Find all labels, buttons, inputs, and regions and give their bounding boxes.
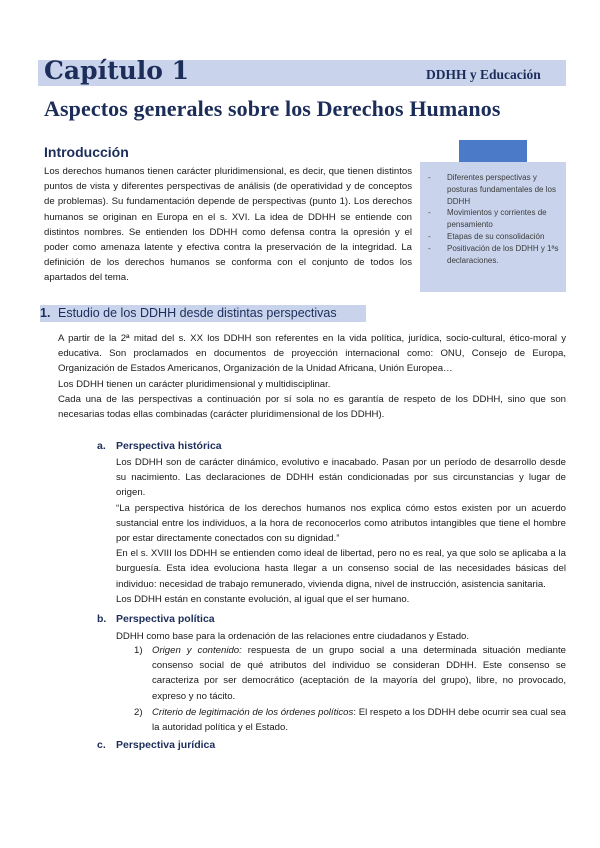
section-1-paragraph: A partir de la 2ª mitad del s. XX los DDHH son referentes en la vida política, jurídica, socio-cultural, ético-moral y educativa. Son proclamados en documentos de proyección internacional como: ONU, Consejo de Europa, Organización de Estados Americanos, Organización de la Unidad Africana, Unión Europea…	[58, 333, 566, 375]
list-item-term: Origen y contenido:	[152, 645, 242, 656]
summary-item: - Diferentes perspectivas y posturas fundamentales de los DDHH	[428, 172, 564, 207]
chapter-title: Capítulo 1	[44, 56, 190, 85]
section-1-paragraph: Los DDHH tienen un carácter pluridimensional y multidisciplinar.	[58, 378, 331, 390]
subsection-a-paragraph: Los DDHH están en constante evolución, al igual que el ser humano.	[116, 593, 410, 605]
section-1-number: 1.	[40, 306, 51, 320]
subsection-a-quote: “La perspectiva histórica de los derechos humanos nos explica cómo estos existen por un acuerdo sustancial entre los individuos, a la hora de reconocerlos como atributos intangibles que tiene el hombre por estar directamente conectados con su dignidad.”	[116, 502, 566, 545]
list-item-number: 2)	[134, 707, 143, 718]
section-1-paragraph: Cada una de las perspectivas a continuación por sí sola no es garantía de respeto de los DDHH, sino que son necesarias todas ellas combinadas (carácter pluridimensional de los DDHH).	[58, 393, 566, 421]
subsection-a-paragraph: Los DDHH son de carácter dinámico, evolutivo e inacabado. Pasan por un período de desarrollo desde su nacimiento. Las declaraciones de DDHH están condicionadas por sus circunstancias y lugar de origen.	[116, 457, 566, 499]
book-title: DDHH y Educación	[426, 67, 541, 82]
subsection-a-body	[116, 455, 566, 607]
list-item	[152, 705, 566, 735]
section-1-body	[58, 331, 566, 422]
subsection-a-title: Perspectiva histórica	[116, 440, 222, 452]
summary-item: - Movimientos y corrientes de pensamiento	[428, 207, 564, 231]
subsection-c-title: Perspectiva jurídica	[116, 739, 216, 751]
summary-list	[428, 172, 564, 266]
subsection-b-intro: DDHH como base para la ordenación de las relaciones entre ciudadanos y Estado.	[116, 631, 470, 642]
section-1-title: Estudio de los DDHH desde distintas perspectivas	[58, 306, 337, 320]
subsection-c-letter: c.	[97, 739, 106, 751]
list-item-text: : El respeto a los DDHH debe ocurrir sea cual sea la autoridad política y el Estado.	[152, 707, 566, 734]
list-item-number: 1)	[134, 645, 143, 656]
list-item	[152, 643, 566, 704]
subsection-a-letter: a.	[97, 440, 106, 452]
intro-paragraph: Los derechos humanos tienen carácter pluridimensional, es decir, que tienen distintos puntos de vista y diferentes perspectivas de análisis (de operatividad y de conceptos de problemas). Su fundamentación depende de perspectivas (punto 1). Los derechos humanos se originan en Europa en el s. XVI. La idea de DDHH se entiende con distintos nombres. Se entienden los DDHH como defensa contra la opresión y el poder como amenaza latente y efectiva contra la preservación de la integridad. La definición de los derechos humanos se conforma con el conjunto de todos los apartados del tema.	[44, 166, 412, 284]
subsection-b-title: Perspectiva política	[116, 613, 215, 625]
intro-heading: Introducción	[44, 144, 129, 160]
summary-item: - Etapas de su consolidación	[428, 231, 564, 243]
subsection-a-paragraph: En el s. XVIII los DDHH se entienden como ideal de libertad, pero no es real, ya que solo se aplicaba a la burguesía. Esta idea evoluciona hasta llegar a un consenso social de las necesidades básicas del individuo: necesidad de trabajo remunerado, vivienda digna, nivel de instrucción, asistencia sanitaria.	[116, 548, 566, 590]
list-item-term: Criterio de legitimación de los órdenes políticos	[152, 707, 354, 718]
summary-tab	[459, 140, 527, 162]
section-title: Aspectos generales sobre los Derechos Humanos	[44, 96, 501, 121]
list-item-text: respuesta de un grupo social a una determinada situación mediante consenso social de qué atributos del individuo se consideran DDHH. Este consenso se caracteriza por ser democrático (aceptación de la mayoría del grupo), libre, no provocado, expreso y no tácito.	[152, 645, 566, 702]
summary-item: - Positivación de los DDHH y 1ªs declaraciones.	[428, 243, 564, 267]
subsection-b-letter: b.	[97, 613, 107, 625]
